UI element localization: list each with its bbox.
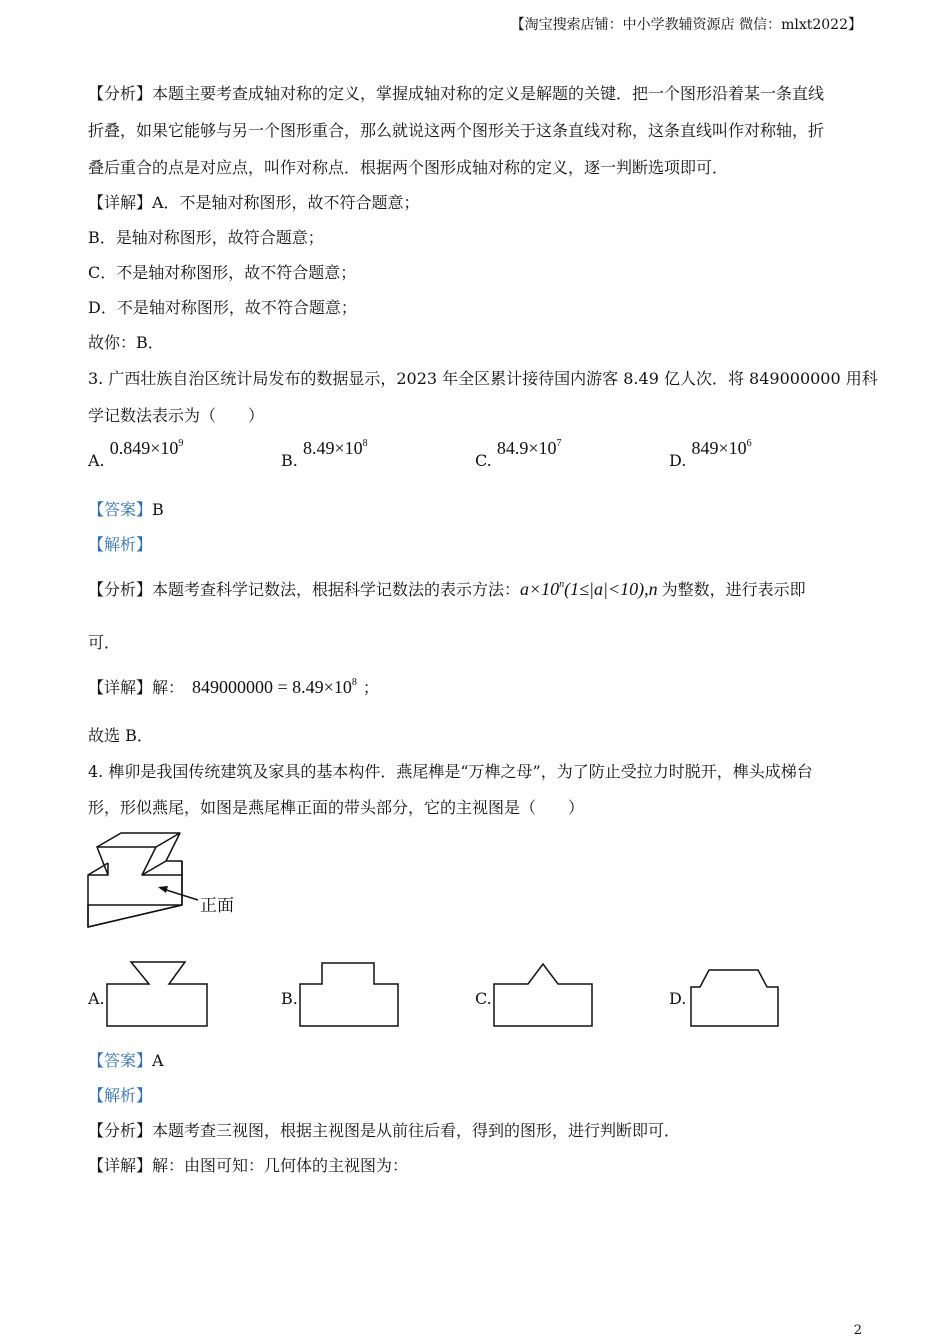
page-number: 2 (853, 1323, 862, 1338)
q3-explain-tag: 【解析】 (88, 535, 153, 554)
q3-option-c-label: C. (475, 451, 492, 470)
q2-analysis-line-3: 叠后重合的点是对应点，叫作对称点．根据两个图形成轴对称的定义，逐一判断选项即可． (88, 158, 729, 177)
q3-option-b (281, 438, 368, 470)
q3-analysis-tail: 为整数，进行表示即 (661, 580, 806, 599)
q3-option-d (669, 438, 752, 470)
q2-detail-a: 【详解】A．不是轴对称图形，故不符合题意； (88, 193, 420, 212)
answer-value: A (152, 1051, 164, 1070)
q3-answer (88, 497, 164, 520)
q4-option-b-label: B. (281, 989, 298, 1008)
q3-option-c (475, 438, 562, 470)
q3-detail-label: 【详解】解： (88, 678, 185, 697)
answer-value: B (152, 500, 164, 519)
q3-analysis (88, 577, 806, 600)
page-header: 【淘宝搜索店铺：中小学教辅资源店 微信：mlxt2022】 (510, 17, 862, 33)
q3-option-a (88, 438, 184, 470)
q3-option-b-label: B. (281, 451, 298, 470)
q4-option-d-shape[interactable] (688, 967, 782, 1030)
q3-analysis-text: 【分析】本题考查科学记数法，根据科学记数法的表示方法： (88, 580, 521, 599)
dovetail-3d-figure (80, 825, 260, 935)
q4-option-c-label: C. (475, 989, 492, 1008)
q3-analysis-line-2: 可． (88, 633, 121, 652)
q2-analysis-line-2: 折叠，如果它能够与另一个图形重合，那么就说这两个图形关于这条直线对称，这条直线叫作对称轴，折 (88, 121, 825, 140)
answer-tag: 【答案】 (88, 500, 153, 519)
q4-stem-line-1: 4. 榫卯是我国传统建筑及家具的基本构件．燕尾榫是“万榫之母”，为了防止受拉力时脱开，榫头成梯台 (88, 762, 813, 781)
q2-detail-d: D．不是轴对称图形，故不符合题意； (88, 298, 357, 317)
q3-detail-formula: $849000000 = 8.49\times 10^8$ (192, 677, 357, 697)
q4-option-a-label: A. (88, 989, 105, 1008)
q4-figure-label: 正面 (200, 896, 234, 916)
q3-stem-line-1: 3. 广西壮族自治区统计局发布的数据显示，2023 年全区累计接待国内游客 8.49 亿人次．将 849000000 用科 (88, 369, 878, 388)
q3-stem-line-2: 学记数法表示为（ ） (88, 406, 265, 425)
q2-analysis-line-1: 【分析】本题主要考查成轴对称的定义，掌握成轴对称的定义是解题的关键．把一个图形沿着某一条直线 (88, 84, 825, 103)
q2-detail-c: C．不是轴对称图形，故不符合题意； (88, 263, 357, 282)
q4-explain-tag: 【解析】 (88, 1086, 153, 1105)
q3-option-d-value: $849\times 10^6$ (691, 438, 752, 458)
q3-conclusion: 故选 B． (88, 726, 153, 745)
q3-detail-end: ； (362, 678, 379, 697)
q3-option-a-label: A. (88, 451, 105, 470)
q3-analysis-formula: $a\times 10^n(1\le|a|<10),n$ (520, 579, 658, 599)
q3-detail (88, 675, 379, 698)
q4-analysis: 【分析】本题考查三视图，根据主视图是从前往后看，得到的图形，进行判断即可． (88, 1121, 681, 1140)
q3-option-d-label: D. (669, 451, 687, 470)
q4-stem-line-2: 形，形似燕尾，如图是燕尾榫正面的带头部分，它的主视图是（ ） (88, 798, 585, 817)
q3-option-c-value: $84.9\times 10^7$ (496, 438, 562, 458)
q4-option-d-label: D. (669, 989, 687, 1008)
q4-detail: 【详解】解：由图可知：几何体的主视图为： (88, 1156, 409, 1175)
answer-tag: 【答案】 (88, 1051, 153, 1070)
q3-option-b-value: $8.49\times 10^8$ (302, 438, 368, 458)
q4-option-b-shape[interactable] (298, 960, 402, 1030)
q3-option-a-value: $0.849\times 10^9$ (109, 438, 184, 458)
q4-answer (88, 1048, 164, 1071)
q2-conclusion: 故你：B． (88, 333, 164, 352)
q2-detail-b: B．是轴对称图形，故符合题意； (88, 228, 324, 247)
q4-option-a-shape[interactable] (105, 960, 211, 1030)
q4-option-c-shape[interactable] (492, 960, 596, 1030)
